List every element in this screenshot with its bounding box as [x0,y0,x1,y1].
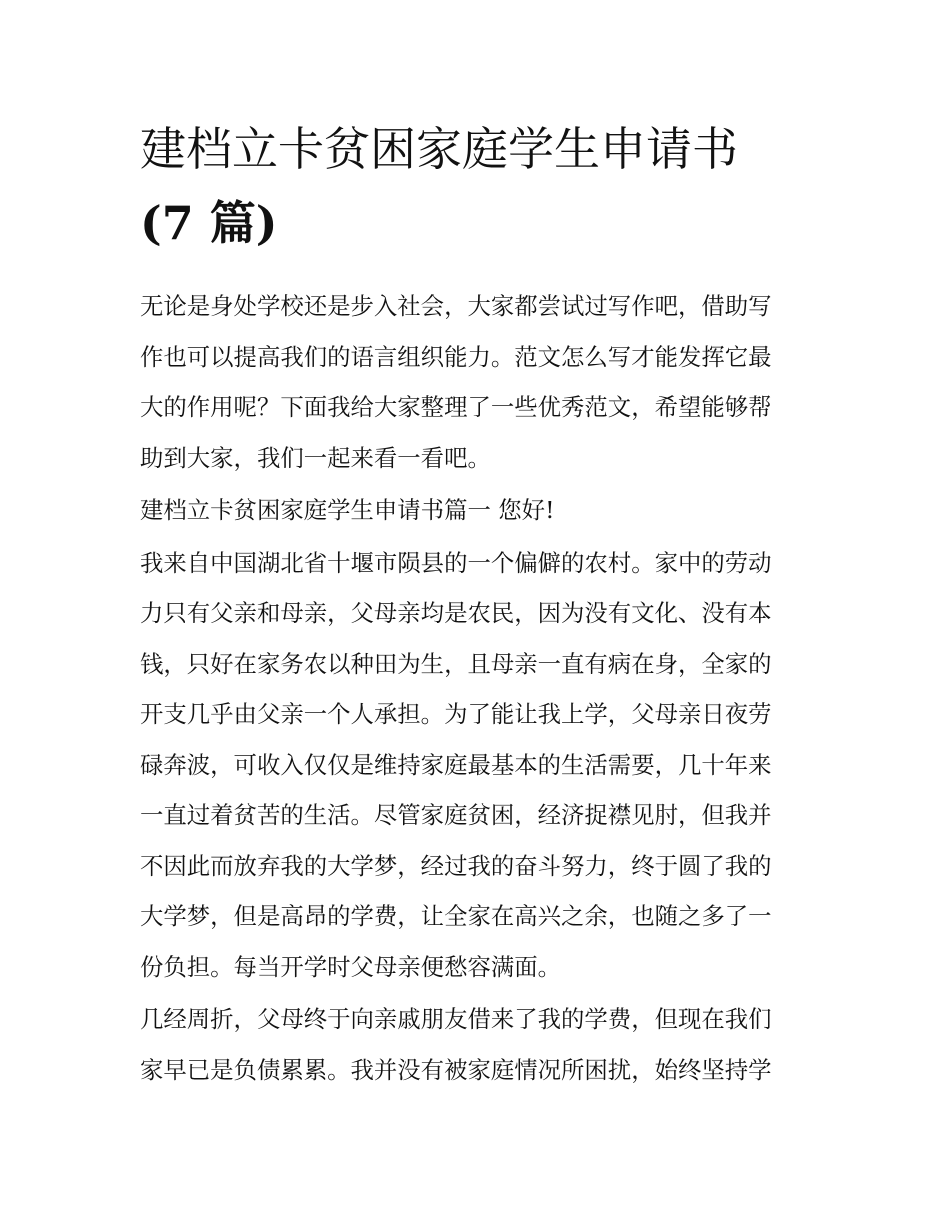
intro-paragraph [140,281,812,483]
title-line-2: (7 篇) [140,196,278,250]
text-line: 大学梦，但是高昂的学费，让全家在高兴之余，也随之多了一 [140,902,772,930]
text-line: 作也可以提高我们的语言组织能力。范文怎么写才能发挥它最 [140,342,772,371]
text-line: 份负担。每当开学时父母亲便愁容满面。 [140,952,562,981]
text-line: 助到大家，我们一起来看一看吧。 [140,443,491,472]
title-line-1: 建档立卡贫困家庭学生申请书 [140,122,738,176]
text-line: 碌奔波，可收入仅仅是维持家庭最基本的生活需要，几十年来 [140,750,772,779]
text-line: 大的作用呢？下面我给大家整理了一些优秀范文，希望能够帮 [140,393,772,421]
body-paragraph [140,994,812,1095]
document-page [140,112,812,1095]
text-line: 无论是身处学校还是步入社会，大家都尝试过写作吧，借助写 [140,292,772,320]
text-line: 建档立卡贫困家庭学生申请书篇一 您好! [140,496,555,524]
text-line: 力只有父亲和母亲，父母亲均是农民，因为没有文化、没有本 [140,599,772,627]
section-heading-paragraph [140,485,812,536]
text-line: 钱，只好在家务农以种田为生，且母亲一直有病在身，全家的 [140,649,772,678]
text-line: 家早已是负债累累。我并没有被家庭情况所困扰，始终坚持学 [140,1055,772,1084]
text-line: 开支几乎由父亲一个人承担。为了能让我上学，父母亲日夜劳 [140,700,772,728]
body-paragraph [140,538,812,993]
text-line: 一直过着贫苦的生活。尽管家庭贫困，经济捉襟见肘，但我并 [140,801,772,829]
text-line: 几经周折，父母终于向亲戚朋友借来了我的学费，但现在我们 [140,1005,772,1033]
text-line: 不因此而放弃我的大学梦，经过我的奋斗努力，终于圆了我的 [140,851,772,880]
document-title [140,112,812,260]
text-line: 我来自中国湖北省十堰市陨县的一个偏僻的农村。家中的劳动 [140,548,772,577]
